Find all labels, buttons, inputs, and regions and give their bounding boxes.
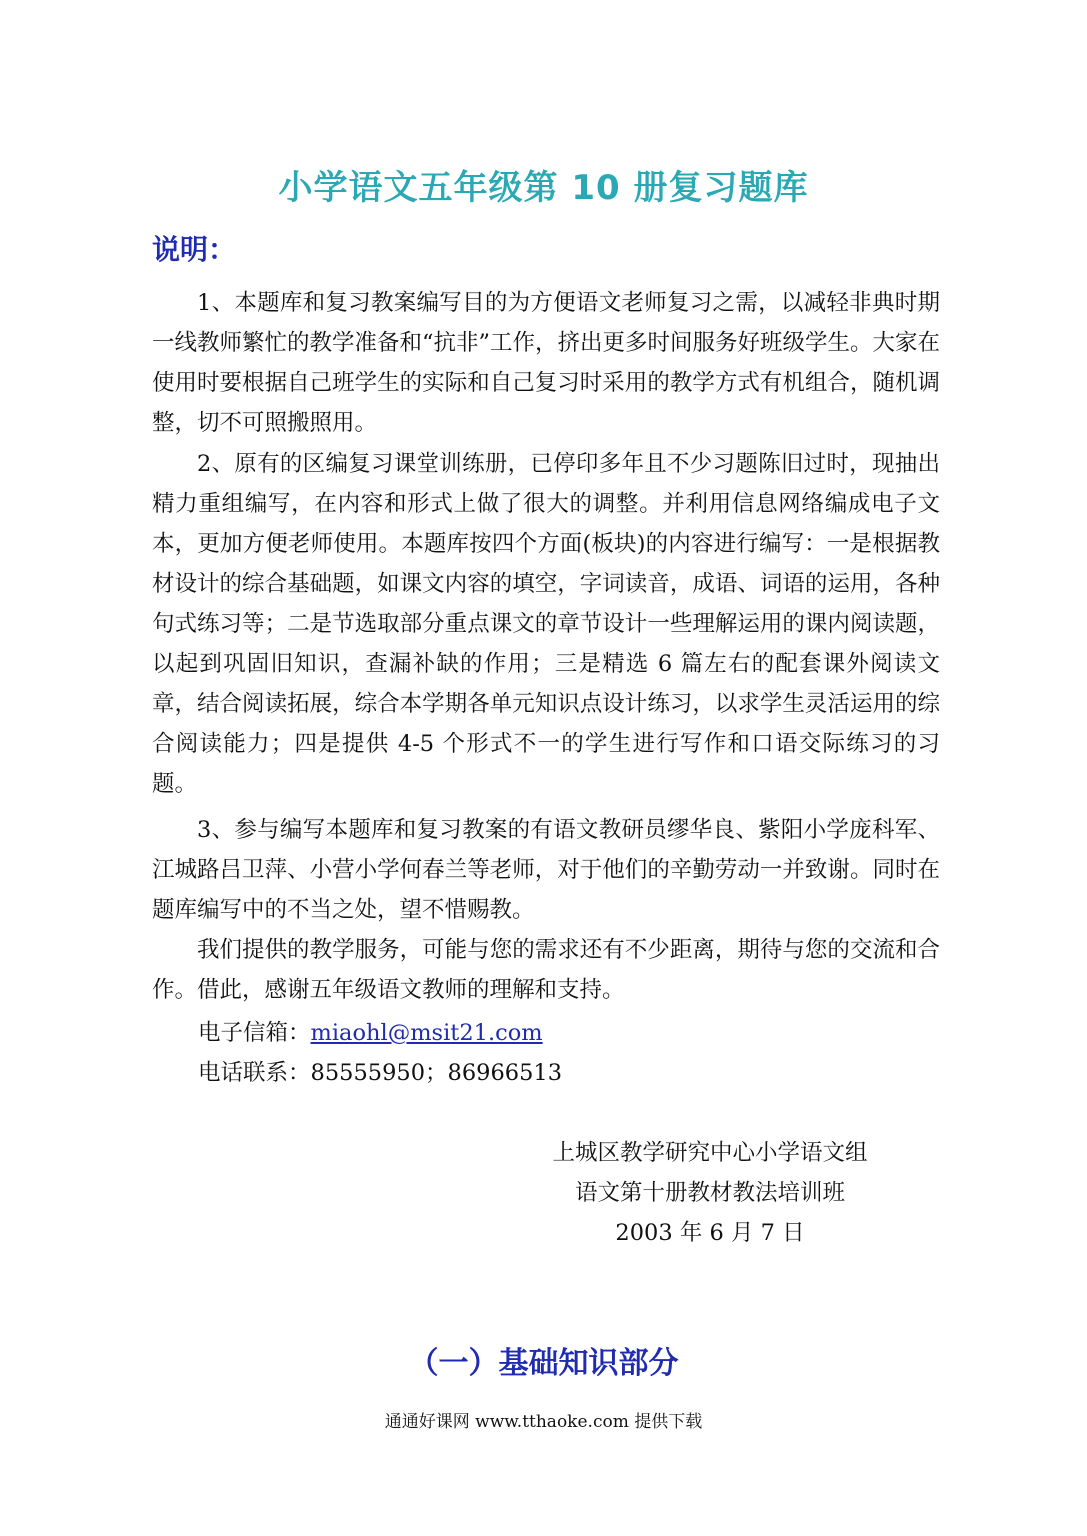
email-line bbox=[198, 1013, 543, 1053]
email-label: 电子信箱： bbox=[198, 1020, 311, 1046]
page-footer: 通通好课网 www.tthaoke.com 提供下载 bbox=[384, 1412, 703, 1432]
document-title: 小学语文五年级第 10 册复习题库 bbox=[278, 168, 809, 208]
phone-label: 电话联系： bbox=[198, 1060, 311, 1086]
email-link[interactable]: miaohl@msit21.com bbox=[310, 1020, 543, 1046]
phone-line bbox=[198, 1053, 562, 1093]
signature-date: 2003 年 6 月 7 日 bbox=[615, 1220, 805, 1246]
note-heading: 说明： bbox=[152, 233, 237, 266]
paragraph-4: 我们提供的教学服务，可能与您的需求还有不少距离，期待与您的交流和合作。借此，感谢五年级语文教师的理解和支持。 bbox=[152, 937, 940, 1003]
paragraph-1: 1、本题库和复习教案编写目的为方便语文老师复习之需，以减轻非典时期一线教师繁忙的教学准备和“抗非”工作，挤出更多时间服务好班级学生。大家在使用时要根据自己班学生的实际和自己复习时采用的教学方式有机组合，随机调整，切不可照搬照用。 bbox=[152, 290, 941, 436]
signature-org: 上城区教学研究中心小学语文组 bbox=[552, 1140, 868, 1166]
signature-program: 语文第十册教材教法培训班 bbox=[574, 1180, 845, 1206]
paragraph-2: 2、原有的区编复习课堂训练册，已停印多年且不少习题陈旧过时，现抽出精力重组编写，在内容和形式上做了很大的调整。并利用信息网络编成电子文本，更加方便老师使用。本题库按四个方面(板块)的内容进行编写：一是根据教材设计的综合基础题，如课文内容的填空，字词读音，成语、词语的运用，各种句式练习等；二是节选取部分重点课文的章节设计一些理解运用的课内阅读题，以起到巩固旧知识，查漏补缺的作用；三是精选 6 篇左右的配套课外阅读文章，结合阅读拓展，综合本学期各单元知识点设计练习，以求学生灵活运用的综合阅读能力；四是提供 4-5 个形式不一的学生进行写作和口语交际练习的习题。 bbox=[152, 451, 940, 797]
paragraph-3: 3、参与编写本题库和复习教案的有语文教研员缪华良、紫阳小学庞科军、江城路吕卫萍、小营小学何春兰等老师，对于他们的辛勤劳动一并致谢。同时在题库编写中的不当之处，望不惜赐教。 bbox=[152, 817, 940, 923]
section-title: （一）基础知识部分 bbox=[408, 1346, 679, 1381]
phone-numbers: 85555950；86966513 bbox=[310, 1060, 563, 1086]
